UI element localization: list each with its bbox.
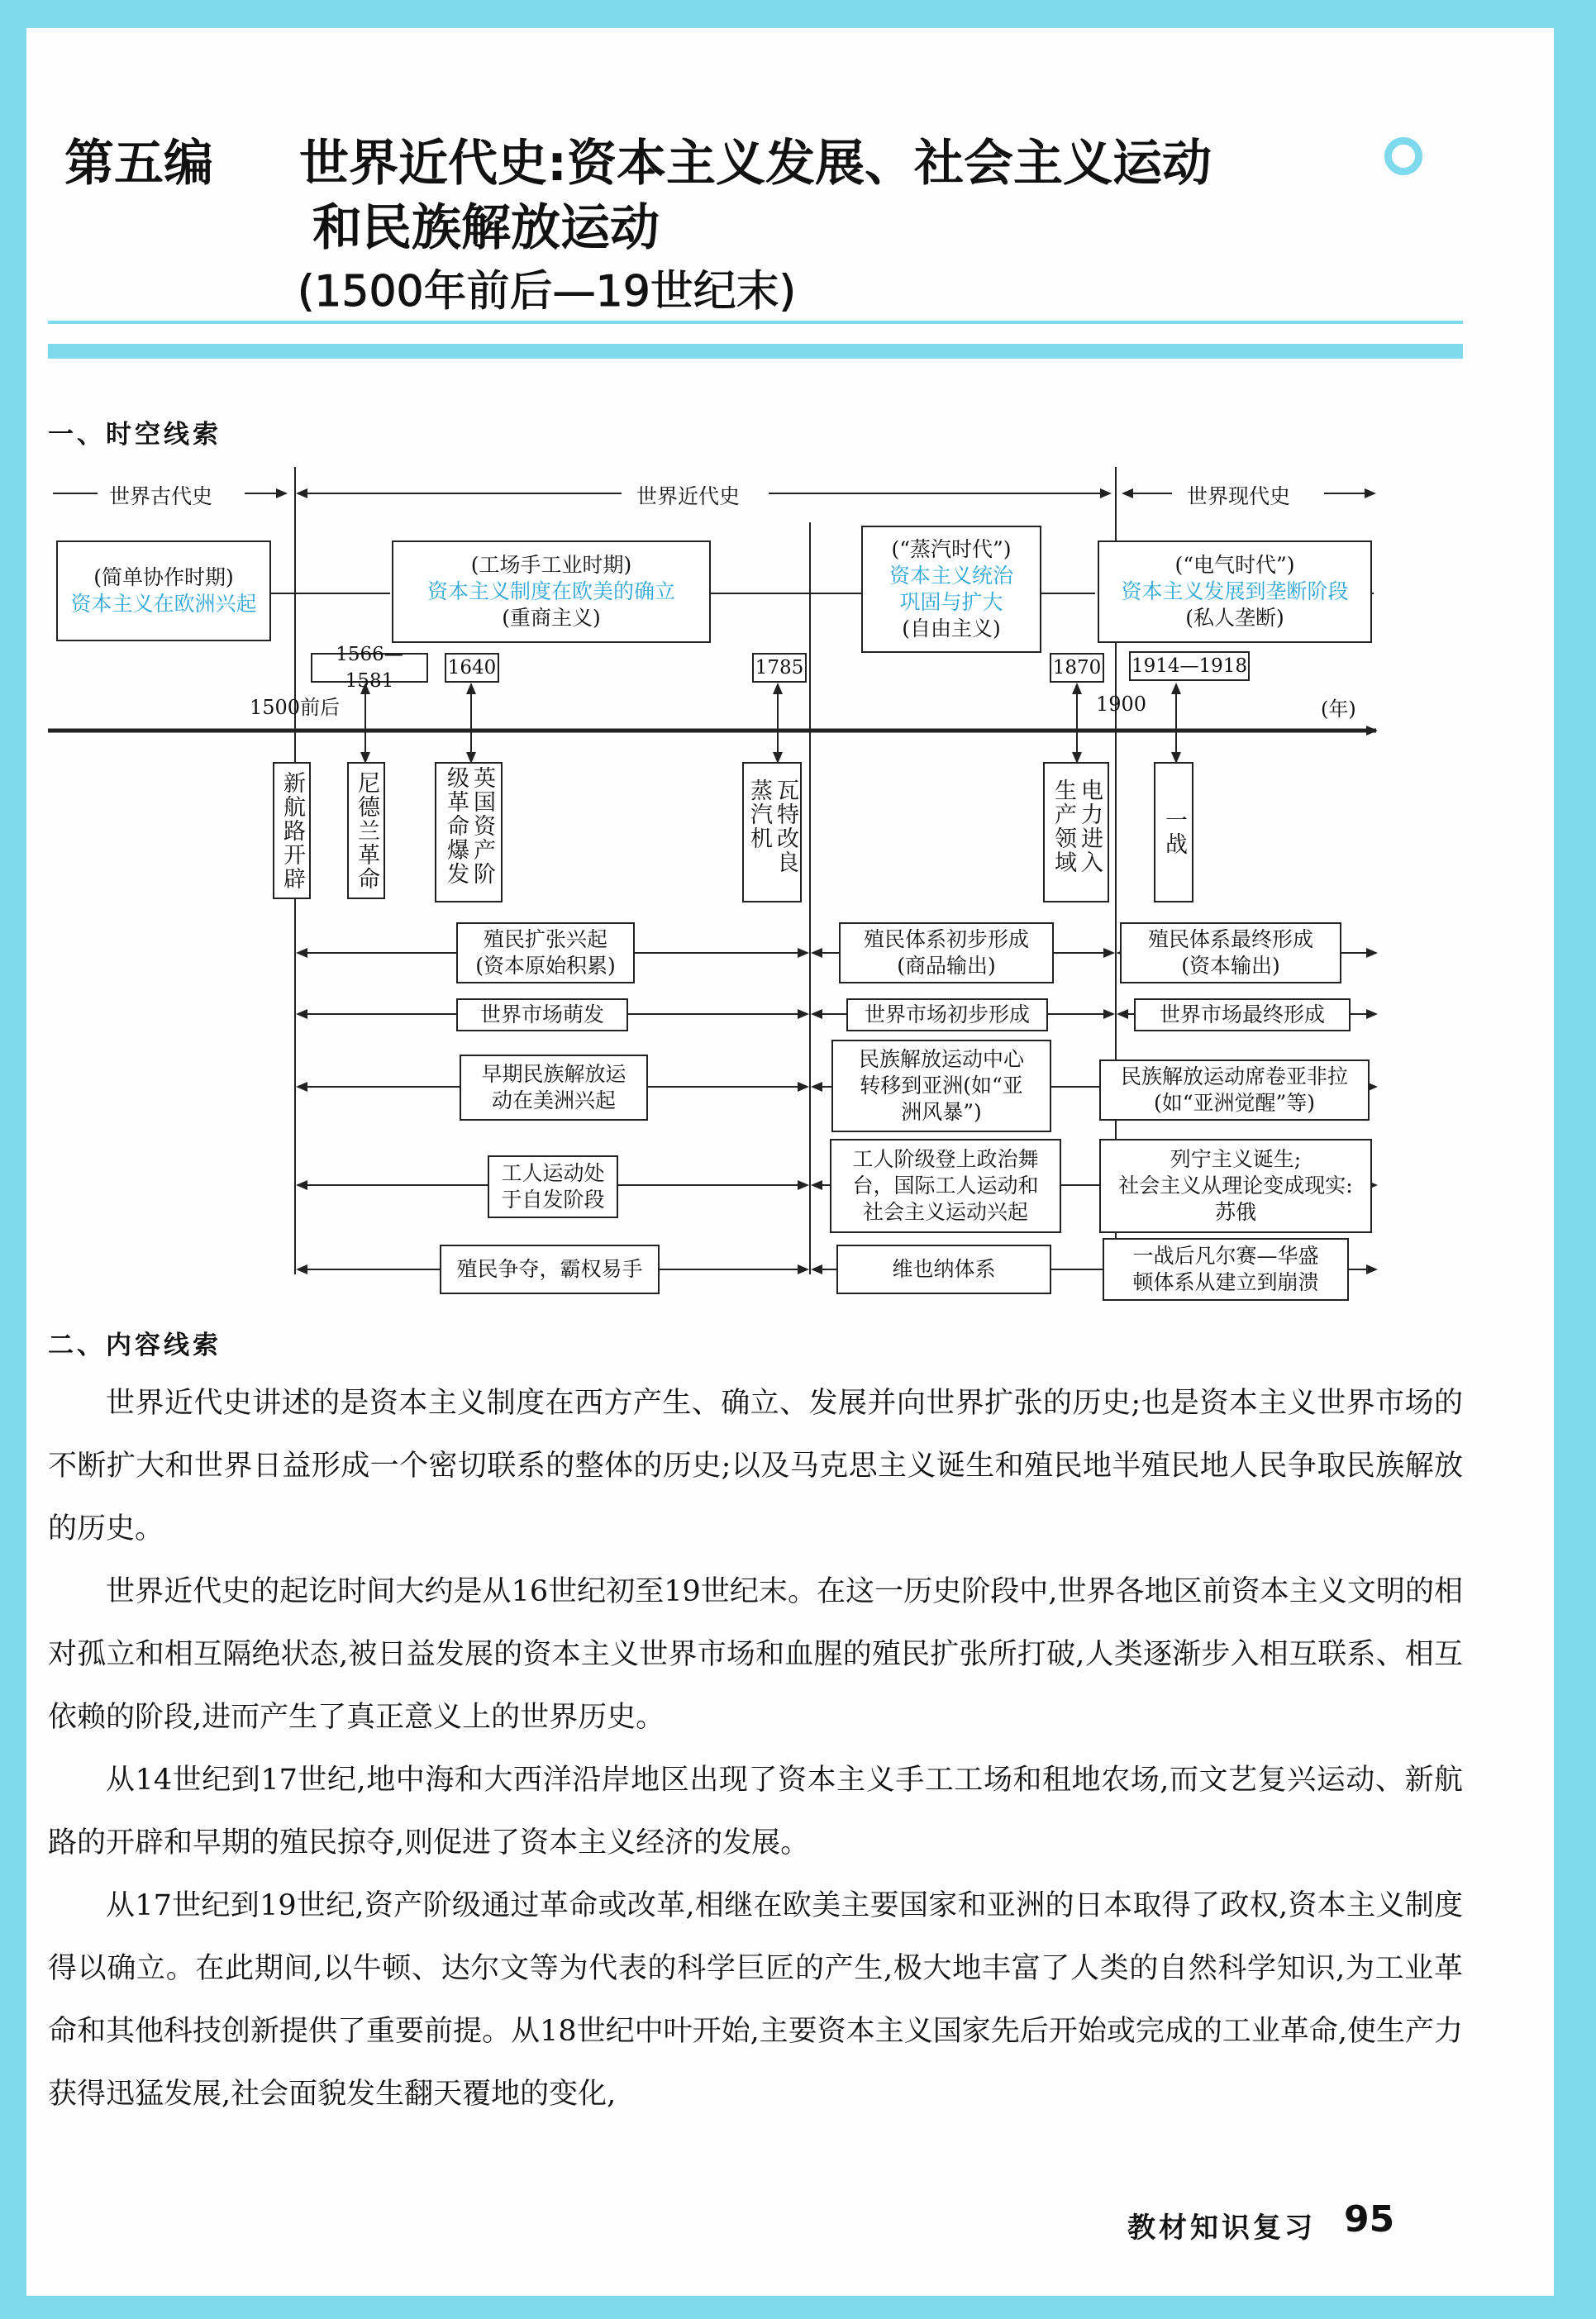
row-box: 工人阶级登上政治舞 台，国际工人运动和 社会主义运动兴起 (830, 1139, 1061, 1233)
axis-label-1900: 1900 (1096, 693, 1147, 716)
event-box: 瓦特改良蒸汽机 (742, 762, 802, 902)
body-text (48, 1372, 1463, 2126)
footer-label: 教材知识复习 (1127, 2212, 1316, 2245)
era-contemporary: 世界现代史 (1182, 480, 1295, 510)
row-box: 殖民体系最终形成 (资本输出) (1120, 922, 1341, 983)
row-box: 列宁主义诞生; 社会主义从理论变成现实: 苏俄 (1099, 1139, 1372, 1233)
row-box: 世界市场初步形成 (846, 998, 1048, 1031)
row-box: 殖民争夺，霸权易手 (440, 1245, 660, 1294)
row-box: 早期民族解放运 动在美洲兴起 (460, 1055, 648, 1121)
row-box: 殖民体系初步形成 (商品输出) (839, 922, 1054, 983)
row-box: 民族解放运动中心 转移到亚洲(如“亚 洲风暴”) (831, 1040, 1051, 1132)
stage-box-1: (简单协作时期) 资本主义在欧洲兴起 (56, 540, 271, 641)
stage-box-2: (工场手工业时期) 资本主义制度在欧美的确立 (重商主义) (392, 540, 711, 643)
page-title-line1: 世界近代史:资本主义发展、社会主义运动 (299, 135, 1212, 193)
date-box: 1640 (445, 653, 499, 683)
event-box: 新航路开辟 (273, 762, 311, 899)
stage-box-4: (“电气时代”) 资本主义发展到垄断阶段 (私人垄断) (1098, 540, 1372, 643)
date-box: 1870 (1050, 653, 1104, 683)
row-box: 殖民扩张兴起 (资本原始积累) (456, 922, 635, 983)
paragraph: 从14世纪到17世纪,地中海和大西洋沿岸地区出现了资本主义手工工场和租地农场,而文艺复兴运动、新航路的开辟和早期的殖民掠夺,则促进了资本主义经济的发展。 (48, 1764, 1463, 1859)
page-title-line2: 和民族解放运动 (312, 199, 660, 257)
date-box: 1566—1581 (311, 653, 428, 683)
row-box: 世界市场萌发 (456, 998, 628, 1031)
era-ancient: 世界古代史 (104, 480, 217, 510)
paragraph: 从17世纪到19世纪,资产阶级通过革命或改革,相继在欧美主要国家和亚洲的日本取得了政权,资本主义制度得以确立。在此期间,以牛顿、达尔文等为代表的科学巨匠的产生,极大地丰富了人类的自然科学知识,为工业革命和其他科技创新提供了重要前提。从18世纪中叶开始,主要资本主义国家先后开始或完成的工业革命,使生产力获得迅猛发展,社会面貌发生翻天覆地的变化, (48, 1889, 1463, 2111)
axis-label-start: 1500前后 (250, 696, 341, 719)
row-box: 一战后凡尔赛—华盛 顿体系从建立到崩溃 (1103, 1238, 1349, 1301)
row-box: 民族解放运动席卷亚非拉 (如“亚洲觉醒”等) (1099, 1060, 1370, 1121)
section-title-content: 二、内容线索 (48, 1331, 222, 1360)
era-modern: 世界近代史 (631, 480, 745, 510)
event-box: 一战 (1154, 762, 1193, 902)
row-box: 世界市场最终形成 (1134, 998, 1351, 1031)
event-box: 英国资产阶级革命爆发 (435, 762, 503, 902)
date-box: 1785 (752, 653, 807, 683)
event-box: 电力进入生产领域 (1043, 762, 1109, 902)
axis-label-unit: (年) (1321, 698, 1356, 721)
row-box: 维也纳体系 (836, 1245, 1051, 1294)
row-box: 工人运动处 于自发阶段 (488, 1155, 618, 1218)
stage-box-3: (“蒸汽时代”) 资本主义统治巩固与扩大 (自由主义) (861, 526, 1041, 653)
event-box: 尼德兰革命 (347, 762, 385, 899)
date-box: 1914—1918 (1129, 651, 1250, 681)
paragraph: 世界近代史讲述的是资本主义制度在西方产生、确立、发展并向世界扩张的历史;也是资本主义世界市场的不断扩大和世界日益形成一个密切联系的整体的历史;以及马克思主义诞生和殖民地半殖民地人民争取民族解放的历史。 (48, 1387, 1463, 1545)
paragraph: 世界近代史的起讫时间大约是从16世纪初至19世纪末。在这一历史阶段中,世界各地区前资本主义文明的相对孤立和相互隔绝状态,被日益发展的资本主义世界市场和血腥的殖民扩张所打破,人类逐渐步入相互联系、相互依赖的阶段,进而产生了真正意义上的世界历史。 (48, 1575, 1463, 1734)
unit-label: 第五编 (64, 135, 213, 193)
section-title-timeline: 一、时空线索 (48, 420, 222, 450)
page-number: 95 (1344, 2198, 1395, 2240)
period-subtitle: (1500年前后—19世纪末) (298, 267, 797, 317)
